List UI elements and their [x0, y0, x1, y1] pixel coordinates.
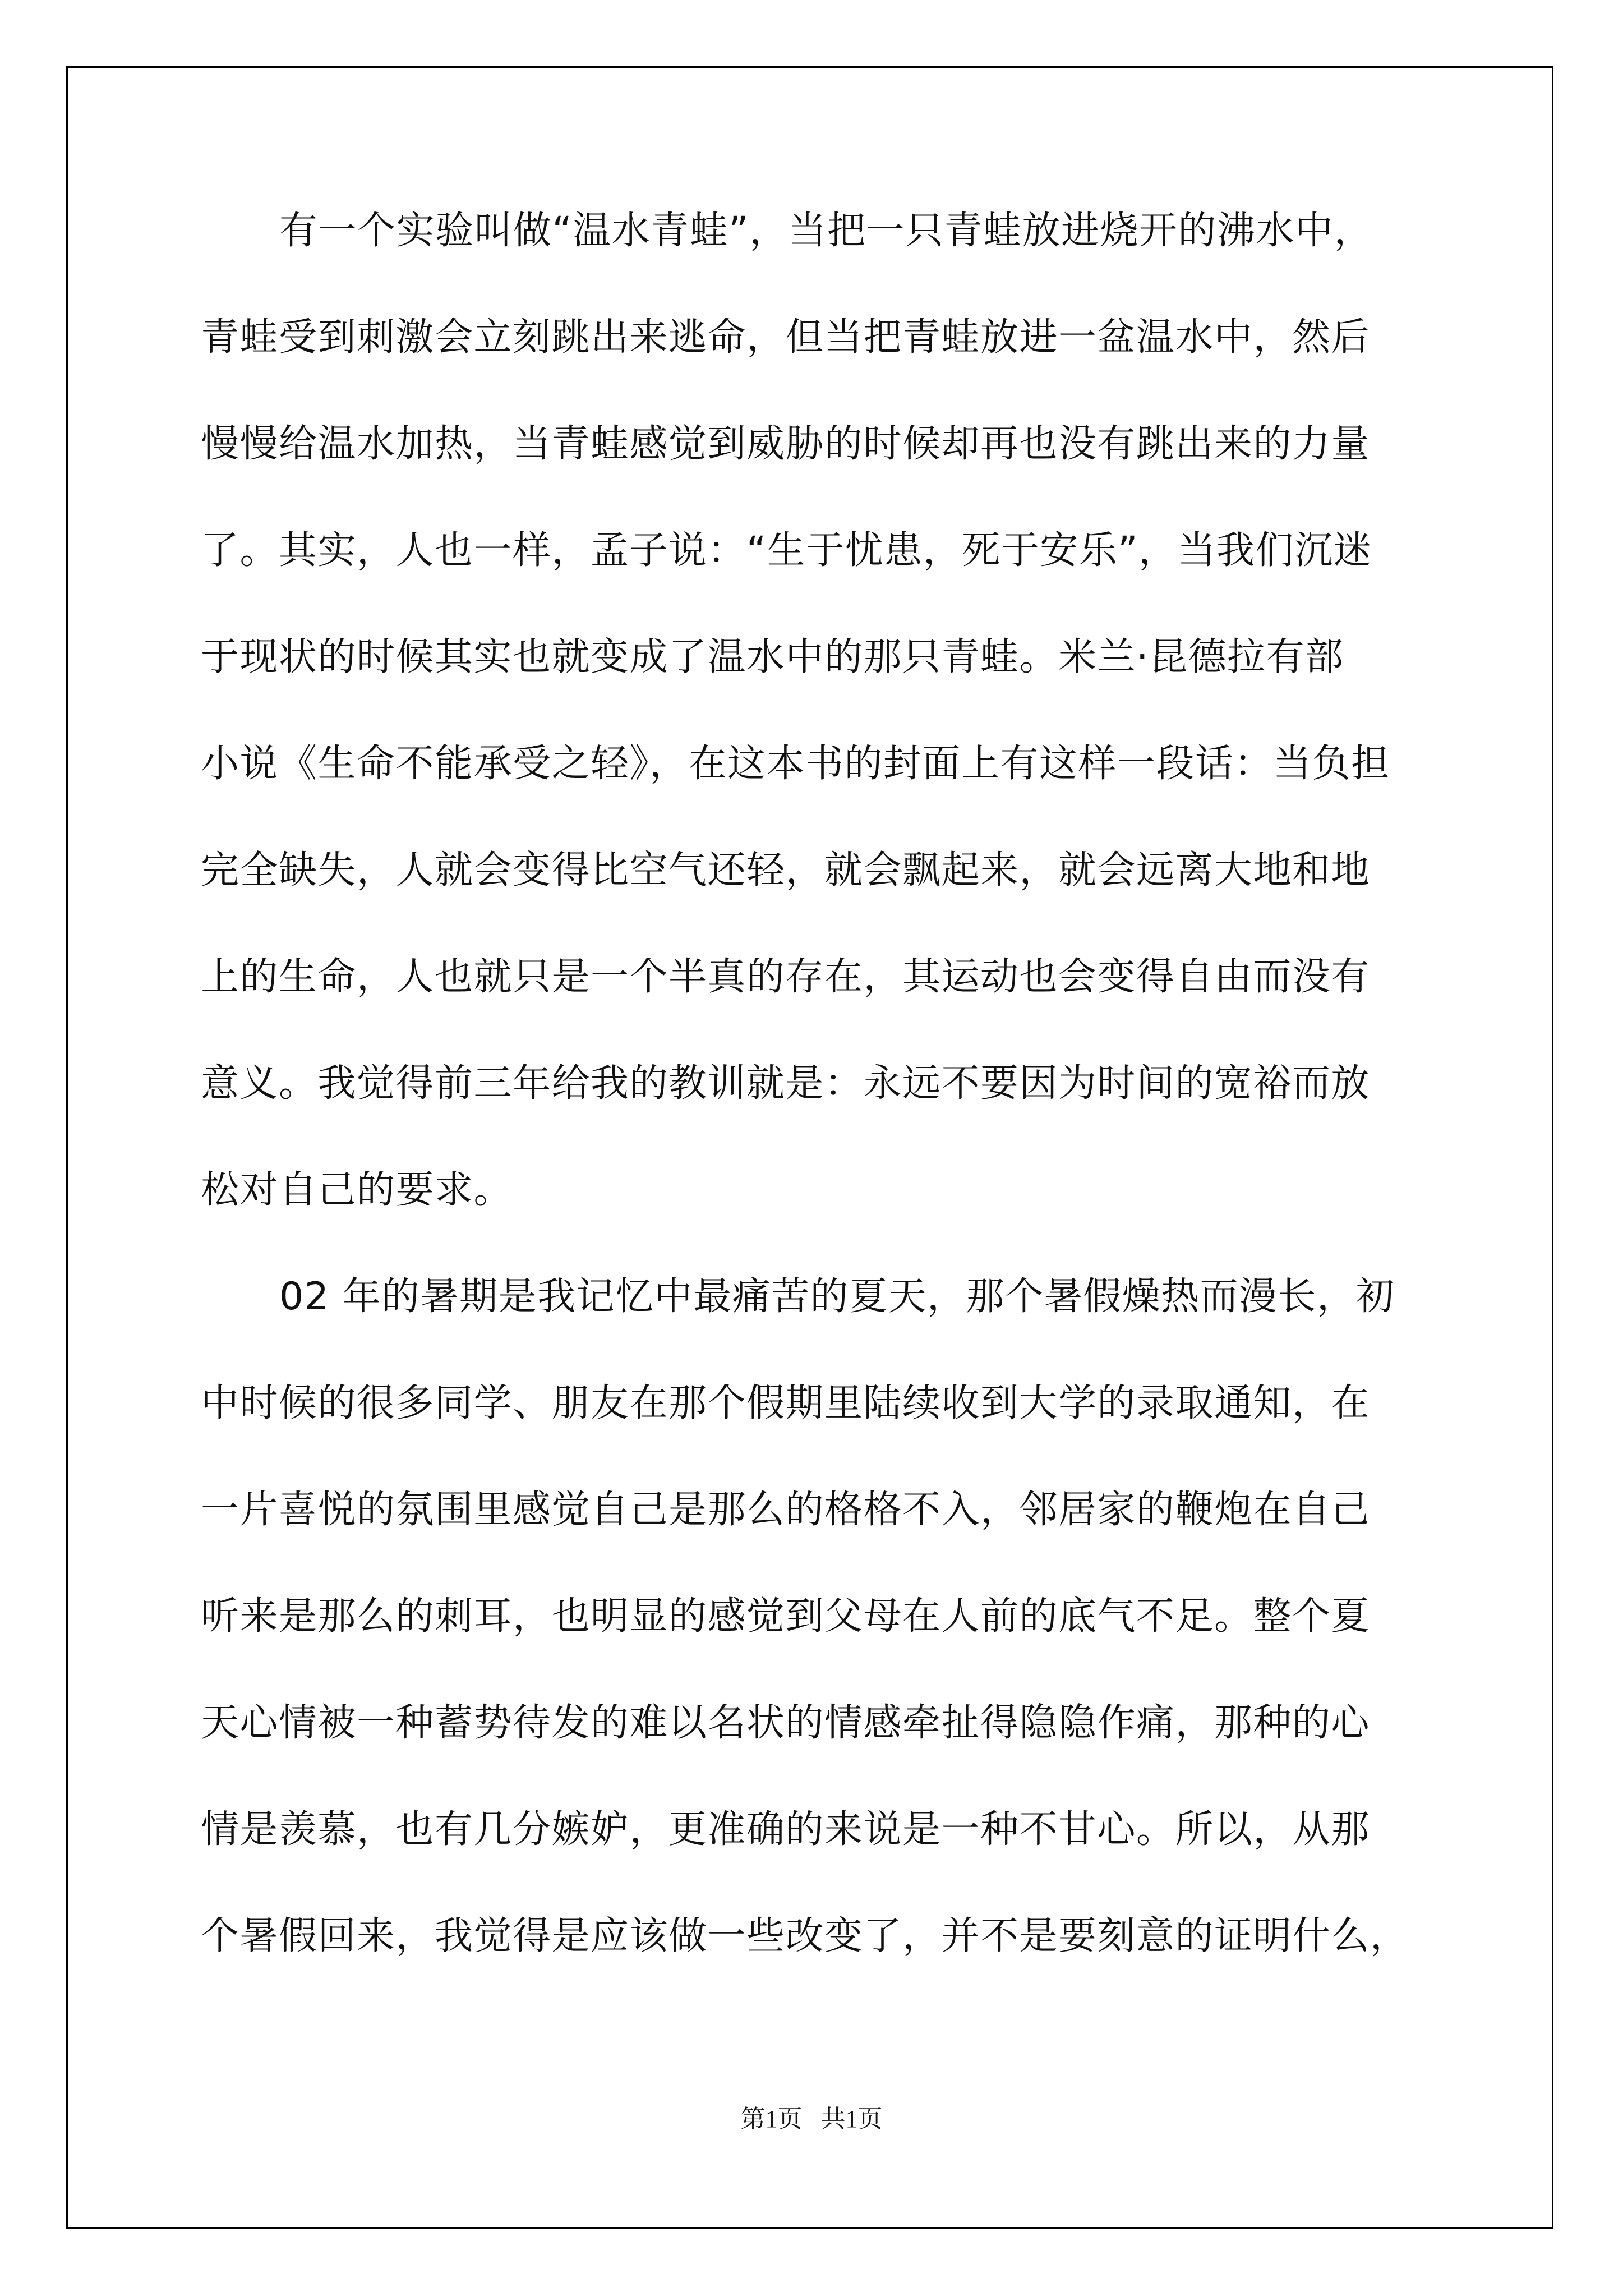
- paragraph-line: 小说《生命不能承受之轻》，在这本书的封面上有这样一段话：当负担: [201, 742, 1390, 786]
- paragraph-line: 情是羡慕，也有几分嫉妒，更准确的来说是一种不甘心。所以，从那: [201, 1807, 1371, 1852]
- paragraph-line: 听来是那么的刺耳，也明显的感觉到父母在人前的底气不足。整个夏: [201, 1594, 1371, 1639]
- page-border: [66, 66, 1553, 2229]
- paragraph-line: 松对自己的要求。: [201, 1168, 513, 1212]
- paragraph-line: 天心情被一种蓄势待发的难以名状的情感牵扯得隐隐作痛，那种的心: [201, 1701, 1371, 1745]
- paragraph-line: 了。其实，人也一样，孟子说：“生于忧患，死于安乐”，当我们沉迷: [201, 528, 1372, 573]
- page-footer: 第1页 共1页: [740, 2105, 883, 2133]
- paragraph-line: 意义。我觉得前三年给我的教训就是：永远不要因为时间的宽裕而放: [201, 1061, 1371, 1106]
- paragraph-line: 个暑假回来，我觉得是应该做一些改变了，并不是要刻意的证明什么，: [201, 1914, 1409, 1958]
- paragraph-line: 上的生命，人也就只是一个半真的存在，其运动也会变得自由而没有: [201, 955, 1371, 999]
- paragraph-line: 有一个实验叫做“温水青蛙”，当把一只青蛙放进烧开的沸水中，: [279, 209, 1373, 253]
- paragraph-line: 一片喜悦的氛围里感觉自己是那么的格格不入，邻居家的鞭炮在自己: [201, 1488, 1371, 1532]
- paragraph-line: 完全缺失，人就会变得比空气还轻，就会飘起来，就会远离大地和地: [201, 848, 1371, 892]
- paragraph-line: 于现状的时候其实也就变成了温水中的那只青蛙。米兰·昆德拉有部: [201, 635, 1344, 679]
- paragraph-line: 中时候的很多同学、朋友在那个假期里陆续收到大学的录取通知，在: [201, 1381, 1371, 1425]
- paragraph-line: 青蛙受到刺激会立刻跳出来逃命，但当把青蛙放进一盆温水中，然后: [201, 315, 1371, 360]
- paragraph-line: 慢慢给温水加热，当青蛙感觉到威胁的时候却再也没有跳出来的力量: [201, 422, 1371, 466]
- paragraph-line: 02 年的暑期是我记忆中最痛苦的夏天，那个暑假燥热而漫长，初: [279, 1274, 1395, 1319]
